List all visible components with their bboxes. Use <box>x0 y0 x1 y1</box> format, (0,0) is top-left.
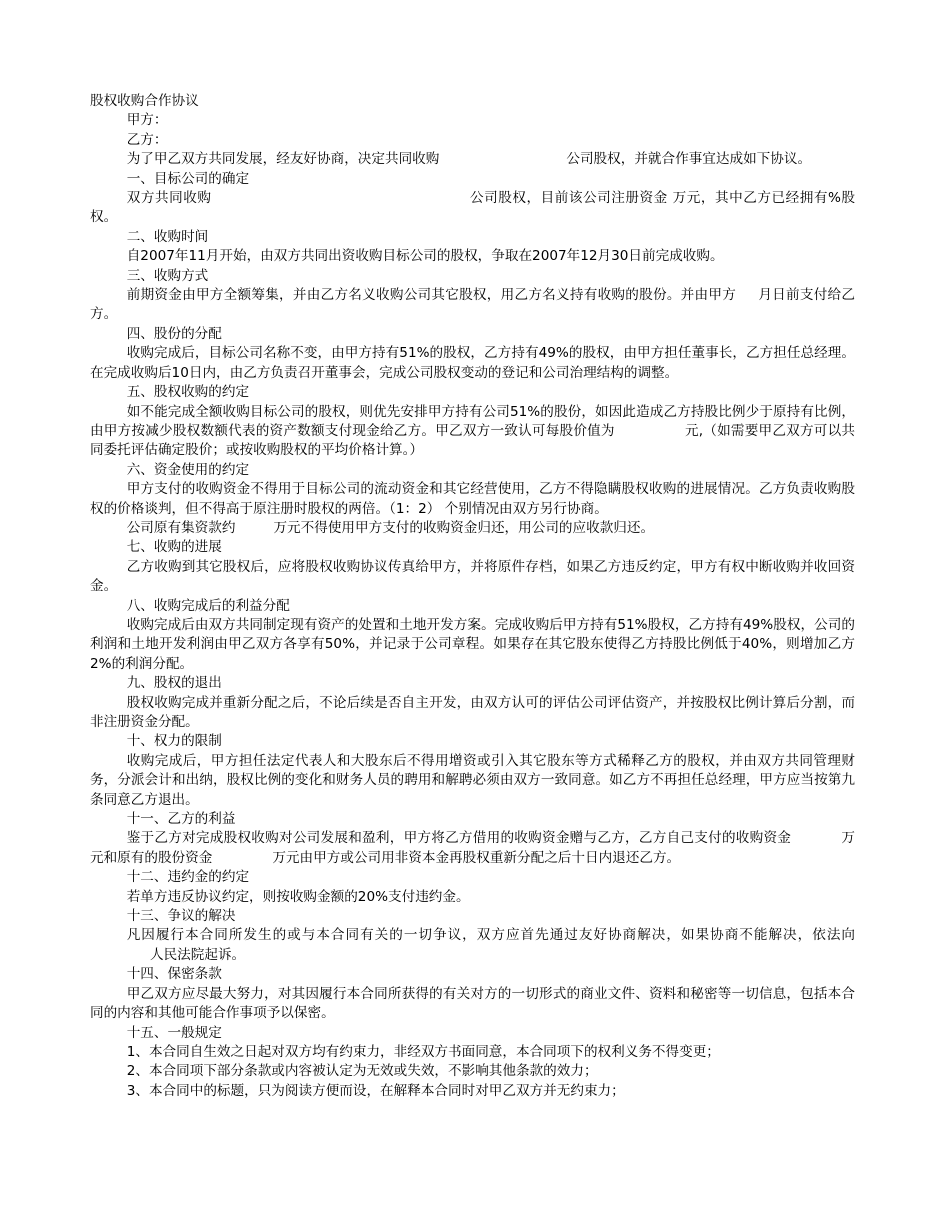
section-5-text-2: 元,（如需要甲乙双方可以共同委托评估确定股价；或按收购股权的平均价格计算。） <box>90 422 855 459</box>
intro-paragraph <box>90 150 855 169</box>
section-15-item-3: 3、本合同中的标题，只为阅读方便而设，在解释本合同时对甲乙双方并无约束力； <box>126 1082 625 1099</box>
section-11-title: 十一、乙方的利益 <box>126 811 236 828</box>
section-12-body: 若单方违反协议约定，则按收购金额的20%支付违约金。 <box>126 888 470 905</box>
section-1-body <box>90 189 855 228</box>
section-11-text-1: 鉴于乙方对完成股权收购对公司发展和盈利，甲方将乙方借用的收购资金赠与乙方，乙方自己支付的收购资金 <box>126 830 792 847</box>
section-3-title: 三、收购方式 <box>126 267 209 284</box>
document-title: 股权收购合作协议 <box>90 93 199 109</box>
section-15-item-1: 1、本合同自生效之日起对双方均有约束力，非经双方书面同意，本合同项下的权利义务不得变更； <box>126 1043 720 1060</box>
section-6-body-1: 甲方支付的收购资金不得用于目标公司的流动资金和其它经营使用，乙方不得隐瞒股权收购的进展情况。乙方负责收购股权的价格谈判，但不得高于原注册时股权的两倍。（1：2） 个别情况由双方另行协商。 <box>90 481 855 517</box>
section-7-title: 七、收购的进展 <box>126 539 222 556</box>
section-7-body: 乙方收购到其它股权后，应将股权收购协议传真给甲方，并将原件存档，如果乙方违反约定，甲方有权中断收购并收回资金。 <box>90 558 855 595</box>
section-8-body: 收购完成后由双方共同制定现有资产的处置和土地开发方案。完成收购后甲方持有51%股权，乙方持有49%股权，公司的利润和土地开发利润由甲乙双方各享有50%，并记录于公司章程。如果存在其它股东使得乙方持股比例低于40%，则增加乙方2%的利润分配。 <box>90 616 855 672</box>
section-1-text-2: 公司股权，目前该公司注册资金 万元，其中乙方已经拥有%股权。 <box>90 190 855 226</box>
section-5-title: 五、股权收购的约定 <box>126 384 250 401</box>
section-13-text-2: 人民法院起诉。 <box>150 946 246 963</box>
section-15-item-2: 2、本合同项下部分条款或内容被认定为无效或失效，不影响其他条款的效力； <box>126 1063 598 1080</box>
section-1-text-1: 双方共同收购 <box>126 190 212 207</box>
section-9-body: 股权收购完成并重新分配之后，不论后续是否自主开发，由双方认可的评估公司评估资产，并按股权比例计算后分割，而非注册资金分配。 <box>90 694 855 730</box>
section-6-body-2 <box>90 519 855 538</box>
section-2-body: 自2007年11月开始，由双方共同出资收购目标公司的股权，争取在2007年12月30日前完成收购。 <box>126 248 724 265</box>
section-12-title: 十二、违约金的约定 <box>126 869 250 886</box>
intro-text-1: 为了甲乙双方共同发展，经友好协商，决定共同收购 <box>126 151 440 168</box>
section-1-title: 一、目标公司的确定 <box>126 170 250 187</box>
section-6-title: 六、资金使用的约定 <box>126 461 250 478</box>
section-3-text-2: 月日前支付给乙方。 <box>90 287 856 323</box>
section-10-title: 十、权力的限制 <box>126 733 222 750</box>
section-15-title: 十五、一般规定 <box>126 1024 222 1041</box>
section-14-body: 甲乙双方应尽最大努力，对其因履行本合同所获得的有关对方的一切形式的商业文件、资料和秘密等一切信息，包括本合同的内容和其他可能合作事项予以保密。 <box>90 985 855 1022</box>
section-10-body: 收购完成后，甲方担任法定代表人和大股东后不得用增资或引入其它股东等方式稀释乙方的股权，并由双方共同管理财务，分派会计和出纳，股权比例的变化和财务人员的聘用和解聘必须由双方一致同意。如乙方不再担任总经理，甲方应当按第九条同意乙方退出。 <box>90 752 855 808</box>
document-page <box>90 92 855 1101</box>
section-13-title: 十三、争议的解决 <box>126 908 236 925</box>
section-8-title: 八、收购完成后的利益分配 <box>126 597 290 614</box>
section-4-body: 收购完成后，目标公司名称不变，由甲方持有51%的股权，乙方持有49%的股权，由甲方担任董事长，乙方担任总经理。在完成收购后10日内，由乙方负责召开董事会，完成公司股权变动的登记和公司治理结构的调整。 <box>90 345 855 381</box>
section-11-text-3: 万元由甲方或公司用非资本金再股权重新分配之后十日内退还乙方。 <box>272 849 681 866</box>
section-9-title: 九、股权的退出 <box>126 675 222 692</box>
party-b-label: 乙方： <box>126 131 168 148</box>
section-3-body <box>90 286 855 325</box>
section-2-title: 二、收购时间 <box>126 228 209 245</box>
section-13-text-1: 凡因履行本合同所发生的或与本合同有关的一切争议，双方应首先通过友好协商解决，如果协商不能解决，依法向 <box>126 927 855 944</box>
section-13-body <box>90 926 855 965</box>
section-5-body <box>90 403 855 461</box>
section-11-body <box>90 829 855 868</box>
section-11-text-2: 万元和原有的股份资金 <box>90 830 855 866</box>
party-a-label: 甲方： <box>126 112 168 129</box>
section-6-text-2: 万元不得使用甲方支付的收购资金归还，用公司的应收款归还。 <box>273 519 655 536</box>
section-3-text-1: 前期资金由甲方全额筹集，并由乙方名义收购公司其它股权，用乙方名义持有收购的股份。并由甲方 <box>126 287 737 304</box>
section-6-text-1: 公司原有集资款约 <box>126 519 236 536</box>
section-5-text-1: 如不能完成全额收购目标公司的股权，则优先安排甲方持有公司51%的股份，如因此造成乙方持股比例少于原持有比例，由甲方按减少股权数额代表的资产数额支付现金给乙方。甲乙双方一致认可每股价值为 <box>90 403 855 439</box>
section-4-title: 四、股份的分配 <box>126 325 222 342</box>
intro-text-2: 公司股权，并就合作事宜达成如下协议。 <box>566 151 812 168</box>
section-14-title: 十四、保密条款 <box>126 966 222 983</box>
